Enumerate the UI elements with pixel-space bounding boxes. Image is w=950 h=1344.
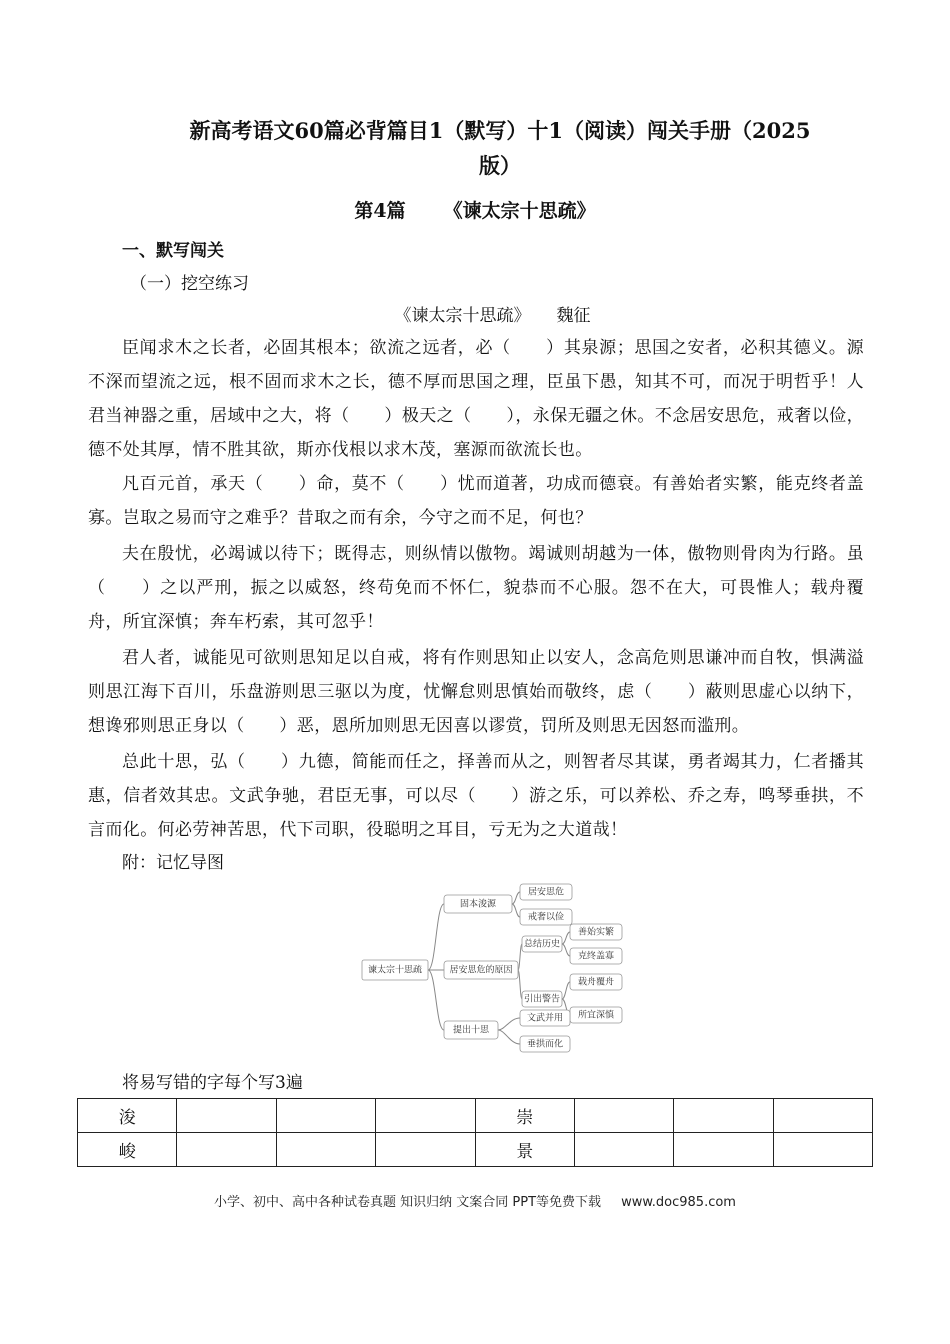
document-title-line1: 新高考语文60篇必背篇目1（默写）十1（阅读）闯关手册（2025 bbox=[189, 118, 811, 143]
practice-char: 峻 bbox=[78, 1133, 177, 1167]
mm-leaf-label: 戒奢以俭 bbox=[527, 912, 565, 923]
poem-title-line bbox=[0, 301, 950, 326]
mm-branch1-label: 固本浚源 bbox=[459, 899, 497, 910]
write-cell[interactable] bbox=[773, 1099, 872, 1133]
mm-connector bbox=[498, 1030, 520, 1044]
mm-connector bbox=[518, 970, 522, 999]
practice-char: 崇 bbox=[475, 1099, 574, 1133]
mm-root-label: 谏太宗十思疏 bbox=[367, 965, 423, 976]
mm-connector bbox=[498, 1018, 520, 1030]
write-cell[interactable] bbox=[773, 1133, 872, 1167]
practice-table bbox=[77, 1098, 873, 1167]
mm-leaf-label: 居安思危 bbox=[527, 887, 565, 898]
write-cell[interactable] bbox=[674, 1099, 773, 1133]
write-cell[interactable] bbox=[574, 1133, 673, 1167]
write-cell[interactable] bbox=[574, 1099, 673, 1133]
write-cell[interactable] bbox=[177, 1133, 276, 1167]
mm-connector bbox=[562, 932, 570, 944]
table-row bbox=[78, 1133, 873, 1167]
mm-leaf-label: 善始实繁 bbox=[577, 927, 615, 938]
document-title-line2: 版） bbox=[479, 153, 521, 178]
poem-paragraph-3: 夫在殷忧，必竭诚以待下；既得志，则纵情以傲物。竭诚则胡越为一体，傲物则骨肉为行路。虽（ ）之以严刑，振之以威怒，终苟免而不怀仁，貌恭而不心服。怨不在大，可畏惟人；载舟覆舟，所宜深慎；奔车朽索，其可忽乎！ bbox=[88, 544, 864, 632]
mm-branch3-label: 提出十思 bbox=[452, 1025, 490, 1036]
mm-connector bbox=[428, 904, 444, 970]
footer-link[interactable]: www.doc985.com bbox=[621, 1195, 736, 1210]
section-heading: 一、默写闯关 bbox=[122, 241, 224, 261]
write-cell[interactable] bbox=[177, 1099, 276, 1133]
mm-connector bbox=[518, 944, 522, 970]
mm-leaf-label: 所宜深慎 bbox=[577, 1010, 615, 1021]
write-cell[interactable] bbox=[376, 1133, 475, 1167]
mm-branch2-label: 居安思危的原因 bbox=[449, 965, 513, 976]
mm-connector bbox=[562, 982, 570, 999]
mm-leaf-label: 垂拱而化 bbox=[526, 1039, 564, 1050]
write-cell[interactable] bbox=[674, 1133, 773, 1167]
mm-sub-label: 总结历史 bbox=[523, 939, 561, 950]
poem-paragraph-2: 凡百元首，承天（ ）命，莫不（ ）忧而道著，功成而德衰。有善始者实繁，能克终者盖寡。岂取之易而守之难乎？昔取之而有余，今守之而不足，何也？ bbox=[88, 474, 864, 528]
poem-title: 《谏太宗十思疏》 bbox=[394, 306, 531, 326]
poem-paragraph-4: 君人者，诚能见可欲则思知足以自戒，将有作则思知止以安人，念高危则思谦冲而自牧，惧满溢则思江海下百川，乐盘游则思三驱以为度，忧懈怠则思慎始而敬终，虑（ ）蔽则思虚心以纳下，想谗邪则思正身以（ ）恶，恩所加则思无因喜以谬赏，罚所及则思无因怒而滥刑。 bbox=[88, 648, 864, 736]
chapter-heading bbox=[0, 196, 950, 223]
chapter-number: 第4篇 bbox=[354, 200, 406, 222]
mm-connector bbox=[512, 904, 520, 917]
chapter-work-title: 《谏太宗十思疏》 bbox=[443, 200, 596, 222]
mm-leaf-label: 克终盖寡 bbox=[577, 951, 615, 962]
page-footer bbox=[0, 1191, 950, 1210]
write-cell[interactable] bbox=[276, 1133, 375, 1167]
mm-connector bbox=[512, 892, 520, 904]
mm-leaf-label: 载舟覆舟 bbox=[577, 977, 615, 988]
mm-sub-label: 引出警告 bbox=[523, 994, 561, 1005]
write-cell[interactable] bbox=[276, 1099, 375, 1133]
table-row bbox=[78, 1099, 873, 1133]
poem-paragraph-5: 总此十思，弘（ ）九德，简能而任之，择善而从之，则智者尽其谋，勇者竭其力，仁者播其惠，信者效其忠。文武争驰，君臣无事，可以尽（ ）游之乐，可以养松、乔之寿，鸣琴垂拱，不言而化。何必劳神苦思，代下司职，役聪明之耳目，亏无为之大道哉！ bbox=[88, 752, 864, 840]
mm-connector bbox=[562, 944, 570, 956]
memory-mind-map bbox=[360, 882, 625, 1057]
footer-text: 小学、初中、高中各种试卷真题 知识归纳 文案合同 PPT等免费下载 bbox=[214, 1195, 602, 1210]
appendix-label: 附：记忆导图 bbox=[122, 853, 224, 873]
mm-leaf-label: 文武并用 bbox=[526, 1013, 564, 1024]
mm-connector bbox=[428, 970, 444, 1030]
write-cell[interactable] bbox=[376, 1099, 475, 1133]
poem-paragraph-1: 臣闻求木之长者，必固其根本；欲流之远者，必（ ）其泉源；思国之安者，必积其德义。源不深而望流之远，根不固而求木之长，德不厚而思国之理，臣虽下愚，知其不可，而况于明哲乎！人君当神器之重，居域中之大，将（ ）极天之（ ），永保无疆之休。不念居安思危，戒奢以俭，德不处其厚，情不胜其欲，斯亦伐根以求木茂，塞源而欲流长也。 bbox=[88, 338, 864, 460]
subsection-heading: （一）挖空练习 bbox=[130, 274, 249, 294]
practice-char: 浚 bbox=[78, 1099, 177, 1133]
poem-author: 魏征 bbox=[556, 306, 591, 326]
practice-instruction: 将易写错的字每个写3遍 bbox=[122, 1073, 303, 1093]
practice-char: 景 bbox=[475, 1133, 574, 1167]
mind-map-diagram bbox=[360, 882, 625, 1057]
